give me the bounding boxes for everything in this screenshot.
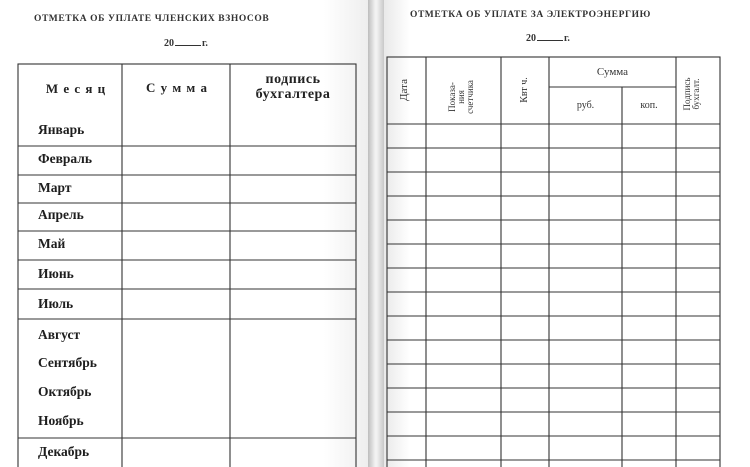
header-sum: С у м м а bbox=[145, 80, 209, 95]
header-sign-line1: Подпись bbox=[682, 77, 692, 111]
month-december: Декабрь bbox=[38, 444, 90, 459]
left-page bbox=[0, 0, 368, 467]
year-prefix: 20 bbox=[526, 33, 536, 44]
header-kop: коп. bbox=[640, 100, 658, 111]
year-suffix: г. bbox=[202, 38, 208, 49]
month-june: Июнь bbox=[38, 266, 74, 281]
header-meter-readings bbox=[448, 69, 482, 125]
header-meter-line1: Показа- bbox=[447, 82, 457, 112]
header-rub: руб. bbox=[576, 100, 595, 111]
header-accountant-signature bbox=[232, 73, 354, 102]
year-prefix: 20 bbox=[164, 38, 174, 49]
header-meter-line3: счетчика bbox=[465, 80, 475, 114]
month-october: Октябрь bbox=[38, 384, 92, 399]
book-gutter bbox=[368, 0, 384, 467]
membership-fees-title: ОТМЕТКА ОБ УПЛАТЕ ЧЛЕНСКИХ ВЗНОСОВ bbox=[34, 14, 270, 24]
header-sign-line2: бухгалт. bbox=[691, 78, 701, 110]
electricity-title: ОТМЕТКА ОБ УПЛАТЕ ЗА ЭЛЕКТРОЭНЕРГИЮ bbox=[410, 10, 651, 20]
header-sum: Сумма bbox=[596, 66, 629, 78]
month-august: Август bbox=[38, 327, 81, 342]
header-sign-line2: бухгалтера bbox=[255, 86, 331, 102]
month-january: Январь bbox=[38, 122, 85, 137]
header-sign-line1: подпись bbox=[265, 72, 321, 87]
month-july: Июль bbox=[38, 296, 74, 311]
year-suffix: г. bbox=[564, 33, 570, 44]
month-november: Ноябрь bbox=[38, 413, 84, 428]
header-month: М е с я ц bbox=[45, 81, 107, 96]
header-meter-line2: ния bbox=[456, 90, 466, 104]
month-september: Сентябрь bbox=[38, 355, 97, 370]
header-date: Дата bbox=[398, 79, 410, 101]
header-accountant-signature bbox=[683, 67, 707, 121]
month-february: Февраль bbox=[38, 151, 92, 166]
header-kwh: Квт ч. bbox=[519, 77, 530, 103]
month-may: Май bbox=[38, 236, 66, 251]
right-page bbox=[384, 0, 750, 467]
month-march: Март bbox=[38, 180, 72, 195]
month-april: Апрель bbox=[38, 207, 84, 222]
